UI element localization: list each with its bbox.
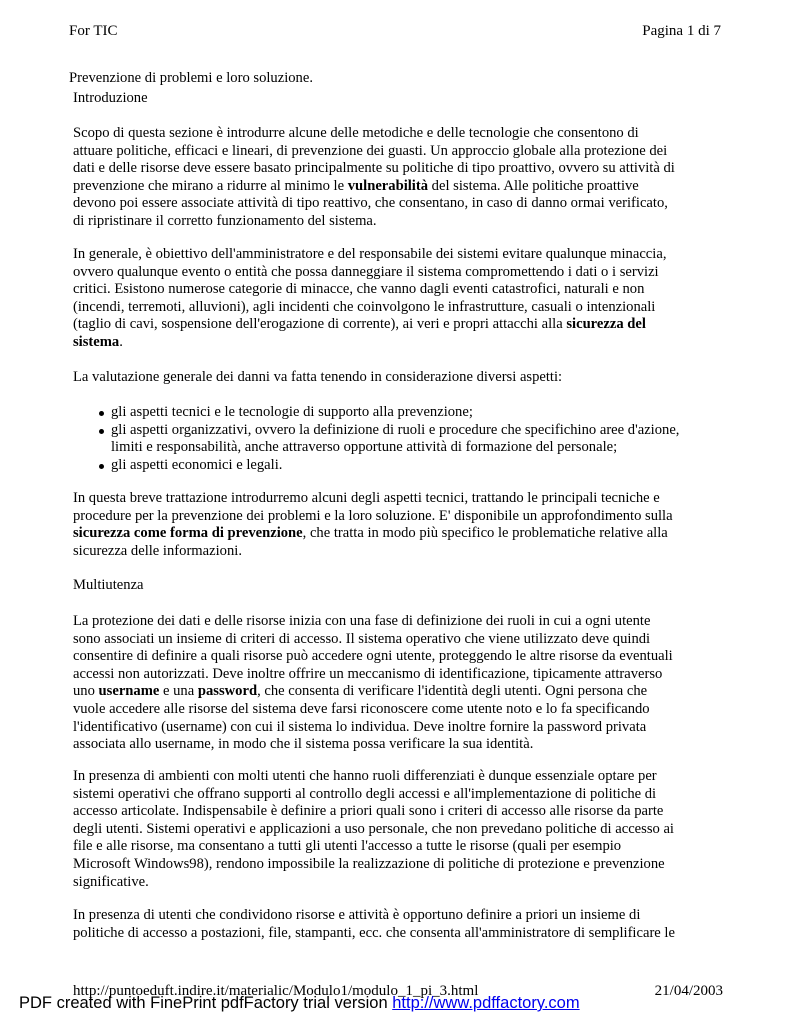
page-number: Pagina 1 di 7 [642,23,721,39]
text-run: prevenzione che mirano a ridurre al minimo le [73,177,348,194]
text-run: uno [73,683,99,700]
list-item [73,457,679,475]
bold-term-vulnerabilita: vulnerabilità [347,177,429,194]
paragraph-scopo [73,125,733,231]
text-line: significative. [73,873,149,890]
text-line: In questa breve trattazione introdurremo alcuni degli aspetti tecnici, trattando le principali tecniche e [73,490,660,506]
text-line: In generale, è obiettivo dell'amministratore e del responsabile dei sistemi evitare qualunque minaccia, [73,246,667,262]
text-line: ovvero qualunque evento o entità che possa danneggiare il sistema compromettendo i dati o i servizi [73,263,659,280]
text-run: del sistema. Alle politiche proattive [428,177,639,194]
text-line: La protezione dei dati e delle risorse inizia con una fase di definizione dei ruoli in cui a ogni utente [73,613,651,629]
section-heading-multiutenza [73,577,733,595]
text-line: limiti e responsabilità, anche attraverso opportune attività di formazione del personale; [111,439,618,456]
pdf-banner-text: PDF created with FinePrint pdfFactory trial version [19,994,393,1012]
text-line: di ripristinare il corretto funzionamento del sistema. [73,212,377,229]
bold-term-username: username [98,683,160,700]
text-line: vuole accedere alle risorse del sistema deve farsi riconoscere come utente noto e lo fa specificando [73,700,650,717]
paragraph-condivisione [73,907,733,942]
pdf-watermark-banner [19,993,580,1013]
pdffactory-link[interactable]: http://www.pdffactory.com [392,994,580,1012]
text-line: (incendi, terremoti, alluvioni), agli incidenti che coinvolgono le infrastrutture, casuali o intenzionali [73,298,656,315]
bold-term-sistema: sistema [73,333,120,350]
footer-url: http://puntoeduft.indire.it/materialic/Modulo1/modulo_1_pi_3.html [73,983,479,999]
text-line: Microsoft Windows98), rendono impossibile la realizzazione di politiche di protezione e prevenzione [73,855,665,872]
text-line: degli utenti. Sistemi operativi e applicazioni a uso personale, che non prevedano politiche di accesso ai [73,820,674,837]
text-line: devono poi essere associate attività di tipo reattivo, che consentano, in caso di danno ormai verificato, [73,195,668,212]
text-line: critici. Esistono numerose categorie di minacce, che vanno dagli eventi catastrofici, naturali e non [73,281,645,298]
text-line: procedure per la prevenzione dei problemi e la loro soluzione. E' disponibile un approfondimento sulla [73,507,673,524]
text-line: Scopo di questa sezione è introdurre alcune delle metodiche e delle tecnologie che consentono di [73,125,639,141]
bold-term-sicurezza-prevenzione: sicurezza come forma di prevenzione [73,525,303,542]
text-run: e una [159,683,198,700]
text-line: gli aspetti tecnici e le tecnologie di supporto alla prevenzione; [111,404,473,420]
footer-date: 21/04/2003 [654,983,723,999]
text-line: gli aspetti organizzativi, ovvero la definizione di ruoli e procedure che specifichino aree d'azione, [111,421,680,438]
text-line [73,683,733,701]
list-item [73,404,679,422]
paragraph-ambienti [73,768,733,891]
text-line: Multiutenza [73,577,144,593]
bold-term-sicurezza-del: sicurezza del [566,316,646,333]
text-line: In presenza di ambienti con molti utenti che hanno ruoli differenziati è dunque essenziale optare per [73,768,657,784]
text-line: associata allo username, in modo che il sistema possa verificare la sua identità. [73,736,534,753]
list-item [73,422,679,457]
text-line: sicurezza delle informazioni. [73,542,242,559]
text-line: sistemi operativi che offrano supporti al controllo degli accessi e all'implementazione di politiche di [73,785,657,802]
paragraph-protezione [73,613,733,754]
text-line: dati e delle risorse deve essere basato principalmente su politiche di tipo proattivo, ovvero su attività di [73,160,675,177]
header-left-label: For TIC [69,23,118,39]
text-run: , che consenta di verificare l'identità degli utenti. Ogni persona che [257,683,648,700]
bold-term-password: password [197,683,258,700]
text-line: l'identificativo (username) con cui il sistema lo individua. Deve inoltre fornire la password privata [73,718,647,735]
text-run: . [119,333,123,350]
paragraph-trattazione [73,490,733,560]
text-line: sono associati un insieme di criteri di accesso. Il sistema operativo che viene utilizzato deve quindi [73,630,651,647]
text-line: accessi non autorizzati. Deve inoltre offrire un meccanismo di identificazione, tipicamente attraverso [73,665,663,682]
text-line [73,525,733,543]
text-line: In presenza di utenti che condividono risorse e attività è opportuno definire a priori un insieme di [73,907,641,923]
section-heading-introduzione: Introduzione [73,90,148,106]
text-line [73,316,733,334]
text-line: politiche di accesso a postazioni, file, stampanti, ecc. che consenta all'amministratore di semplificare le [73,924,675,941]
text-line [73,334,733,352]
text-line: consentire di definire a quali risorse può accedere ogni utente, proteggendo le altre risorse da eventuali [73,648,673,665]
text-line: file e alle risorse, ma consentano a tutti gli utenti l'accesso a tutte le risorse (quali per esempio [73,838,622,855]
text-line: accesso articolate. Indispensabile è definire a priori quali sono i criteri di accesso alle risorse da parte [73,803,664,820]
text-line: attuare politiche, efficaci e lineari, di prevenzione dei guasti. Un approccio globale alla protezione dei [73,142,668,159]
page-title: Prevenzione di problemi e loro soluzione. [69,70,313,86]
aspects-list [73,404,679,474]
text-line: gli aspetti economici e legali. [111,456,283,473]
text-line [73,178,733,196]
paragraph-valutazione [73,369,733,387]
paragraph-minacce [73,246,733,352]
text-run: (taglio di cavi, sospensione dell'erogazione di corrente), ai veri e propri attacchi alla [73,316,567,333]
text-line: La valutazione generale dei danni va fatta tenendo in considerazione diversi aspetti: [73,369,563,385]
text-run: , che tratta in modo più specifico le problematiche relative alla [302,525,668,542]
